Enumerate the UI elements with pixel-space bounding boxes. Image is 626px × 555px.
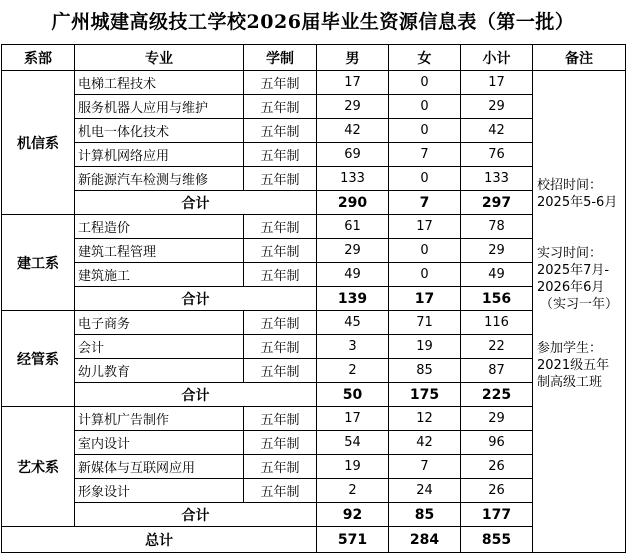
system-cell: 五年制 [244, 95, 317, 119]
grand-total-male: 571 [317, 527, 389, 553]
total-cell: 133 [461, 167, 533, 191]
system-cell: 五年制 [244, 335, 317, 359]
total-cell: 26 [461, 479, 533, 503]
total-cell: 49 [461, 263, 533, 287]
intern-note: （实习一年） [539, 297, 618, 312]
table-row [2, 215, 626, 239]
total-cell: 17 [461, 71, 533, 95]
subtotal-label: 合计 [75, 191, 317, 215]
male-cell: 69 [317, 143, 389, 167]
total-cell: 96 [461, 431, 533, 455]
female-cell: 17 [389, 215, 461, 239]
table-row [2, 143, 626, 167]
subtotal-label: 合计 [75, 503, 317, 527]
system-cell: 五年制 [244, 167, 317, 191]
major-cell: 建筑施工 [75, 263, 244, 287]
table-row [2, 479, 626, 503]
subtotal-total: 297 [461, 191, 533, 215]
system-cell: 五年制 [244, 263, 317, 287]
dept-name: 经管系 [2, 311, 75, 407]
subtotal-male: 50 [317, 383, 389, 407]
subtotal-female: 175 [389, 383, 461, 407]
table-row [2, 239, 626, 263]
students-label: 参加学生： [537, 341, 603, 356]
subtotal-row [2, 191, 626, 215]
female-cell: 7 [389, 455, 461, 479]
male-cell: 17 [317, 407, 389, 431]
male-cell: 19 [317, 455, 389, 479]
remarks-cell [533, 71, 626, 553]
total-cell: 29 [461, 407, 533, 431]
system-cell: 五年制 [244, 215, 317, 239]
system-cell: 五年制 [244, 431, 317, 455]
system-cell: 五年制 [244, 479, 317, 503]
header-major: 专业 [75, 45, 244, 71]
header-row [2, 45, 626, 71]
students-value-2: 制高级工班 [537, 375, 603, 390]
total-cell: 87 [461, 359, 533, 383]
subtotal-male: 92 [317, 503, 389, 527]
system-cell: 五年制 [244, 407, 317, 431]
female-cell: 12 [389, 407, 461, 431]
table-row [2, 167, 626, 191]
female-cell: 24 [389, 479, 461, 503]
header-male: 男 [317, 45, 389, 71]
grand-total-female: 284 [389, 527, 461, 553]
intern-value-1: 2025年7月- [537, 263, 610, 278]
female-cell: 0 [389, 71, 461, 95]
system-cell: 五年制 [244, 143, 317, 167]
male-cell: 3 [317, 335, 389, 359]
header-subtotal: 小计 [461, 45, 533, 71]
subtotal-male: 290 [317, 191, 389, 215]
subtotal-label: 合计 [75, 383, 317, 407]
subtotal-female: 7 [389, 191, 461, 215]
major-cell: 服务机器人应用与维护 [75, 95, 244, 119]
male-cell: 2 [317, 479, 389, 503]
enroll-value: 2025年5-6月 [537, 195, 618, 210]
female-cell: 85 [389, 359, 461, 383]
major-cell: 机电一体化技术 [75, 119, 244, 143]
female-cell: 19 [389, 335, 461, 359]
male-cell: 42 [317, 119, 389, 143]
male-cell: 54 [317, 431, 389, 455]
male-cell: 2 [317, 359, 389, 383]
major-cell: 新能源汽车检测与维修 [75, 167, 244, 191]
table-row [2, 71, 626, 95]
female-cell: 71 [389, 311, 461, 335]
major-cell: 室内设计 [75, 431, 244, 455]
system-cell: 五年制 [244, 239, 317, 263]
female-cell: 0 [389, 167, 461, 191]
male-cell: 17 [317, 71, 389, 95]
intern-value-2: 2026年6月 [537, 280, 605, 295]
grand-total-total: 855 [461, 527, 533, 553]
major-cell: 电子商务 [75, 311, 244, 335]
system-cell: 五年制 [244, 359, 317, 383]
subtotal-label: 合计 [75, 287, 317, 311]
major-cell: 工程造价 [75, 215, 244, 239]
table-row [2, 335, 626, 359]
female-cell: 7 [389, 143, 461, 167]
major-cell: 幼儿教育 [75, 359, 244, 383]
female-cell: 0 [389, 119, 461, 143]
major-cell: 新媒体与互联网应用 [75, 455, 244, 479]
major-cell: 计算机广告制作 [75, 407, 244, 431]
total-cell: 76 [461, 143, 533, 167]
enroll-label: 校招时间： [537, 178, 603, 193]
male-cell: 61 [317, 215, 389, 239]
male-cell: 45 [317, 311, 389, 335]
subtotal-female: 17 [389, 287, 461, 311]
female-cell: 42 [389, 431, 461, 455]
total-cell: 22 [461, 335, 533, 359]
female-cell: 0 [389, 263, 461, 287]
header-dept: 系部 [2, 45, 75, 71]
male-cell: 29 [317, 239, 389, 263]
major-cell: 计算机网络应用 [75, 143, 244, 167]
subtotal-male: 139 [317, 287, 389, 311]
header-female: 女 [389, 45, 461, 71]
major-cell: 形象设计 [75, 479, 244, 503]
total-cell: 26 [461, 455, 533, 479]
system-cell: 五年制 [244, 311, 317, 335]
total-cell: 78 [461, 215, 533, 239]
total-cell: 116 [461, 311, 533, 335]
male-cell: 29 [317, 95, 389, 119]
table-row [2, 431, 626, 455]
male-cell: 49 [317, 263, 389, 287]
system-cell: 五年制 [244, 119, 317, 143]
subtotal-row [2, 383, 626, 407]
header-system: 学制 [244, 45, 317, 71]
subtotal-row [2, 503, 626, 527]
major-cell: 电梯工程技术 [75, 71, 244, 95]
grand-total-row [2, 527, 626, 553]
students-value-1: 2021级五年 [537, 358, 610, 373]
table-row [2, 95, 626, 119]
male-cell: 133 [317, 167, 389, 191]
page-title: 广州城建高级技工学校2026届毕业生资源信息表（第一批） [51, 11, 575, 33]
table-row [2, 455, 626, 479]
dept-name: 艺术系 [2, 407, 75, 527]
table-row [2, 119, 626, 143]
major-cell: 会计 [75, 335, 244, 359]
subtotal-row [2, 287, 626, 311]
table-row [2, 407, 626, 431]
intern-label: 实习时间： [537, 246, 603, 261]
grand-total-label: 总计 [2, 527, 317, 553]
table-row [2, 359, 626, 383]
system-cell: 五年制 [244, 71, 317, 95]
female-cell: 0 [389, 95, 461, 119]
system-cell: 五年制 [244, 455, 317, 479]
graduate-table [1, 44, 626, 553]
table-row [2, 263, 626, 287]
table-row [2, 311, 626, 335]
subtotal-total: 156 [461, 287, 533, 311]
subtotal-total: 225 [461, 383, 533, 407]
subtotal-total: 177 [461, 503, 533, 527]
dept-name: 建工系 [2, 215, 75, 311]
major-cell: 建筑工程管理 [75, 239, 244, 263]
subtotal-female: 85 [389, 503, 461, 527]
female-cell: 0 [389, 239, 461, 263]
header-remarks: 备注 [533, 45, 626, 71]
dept-name: 机信系 [2, 71, 75, 215]
total-cell: 29 [461, 239, 533, 263]
total-cell: 42 [461, 119, 533, 143]
total-cell: 29 [461, 95, 533, 119]
